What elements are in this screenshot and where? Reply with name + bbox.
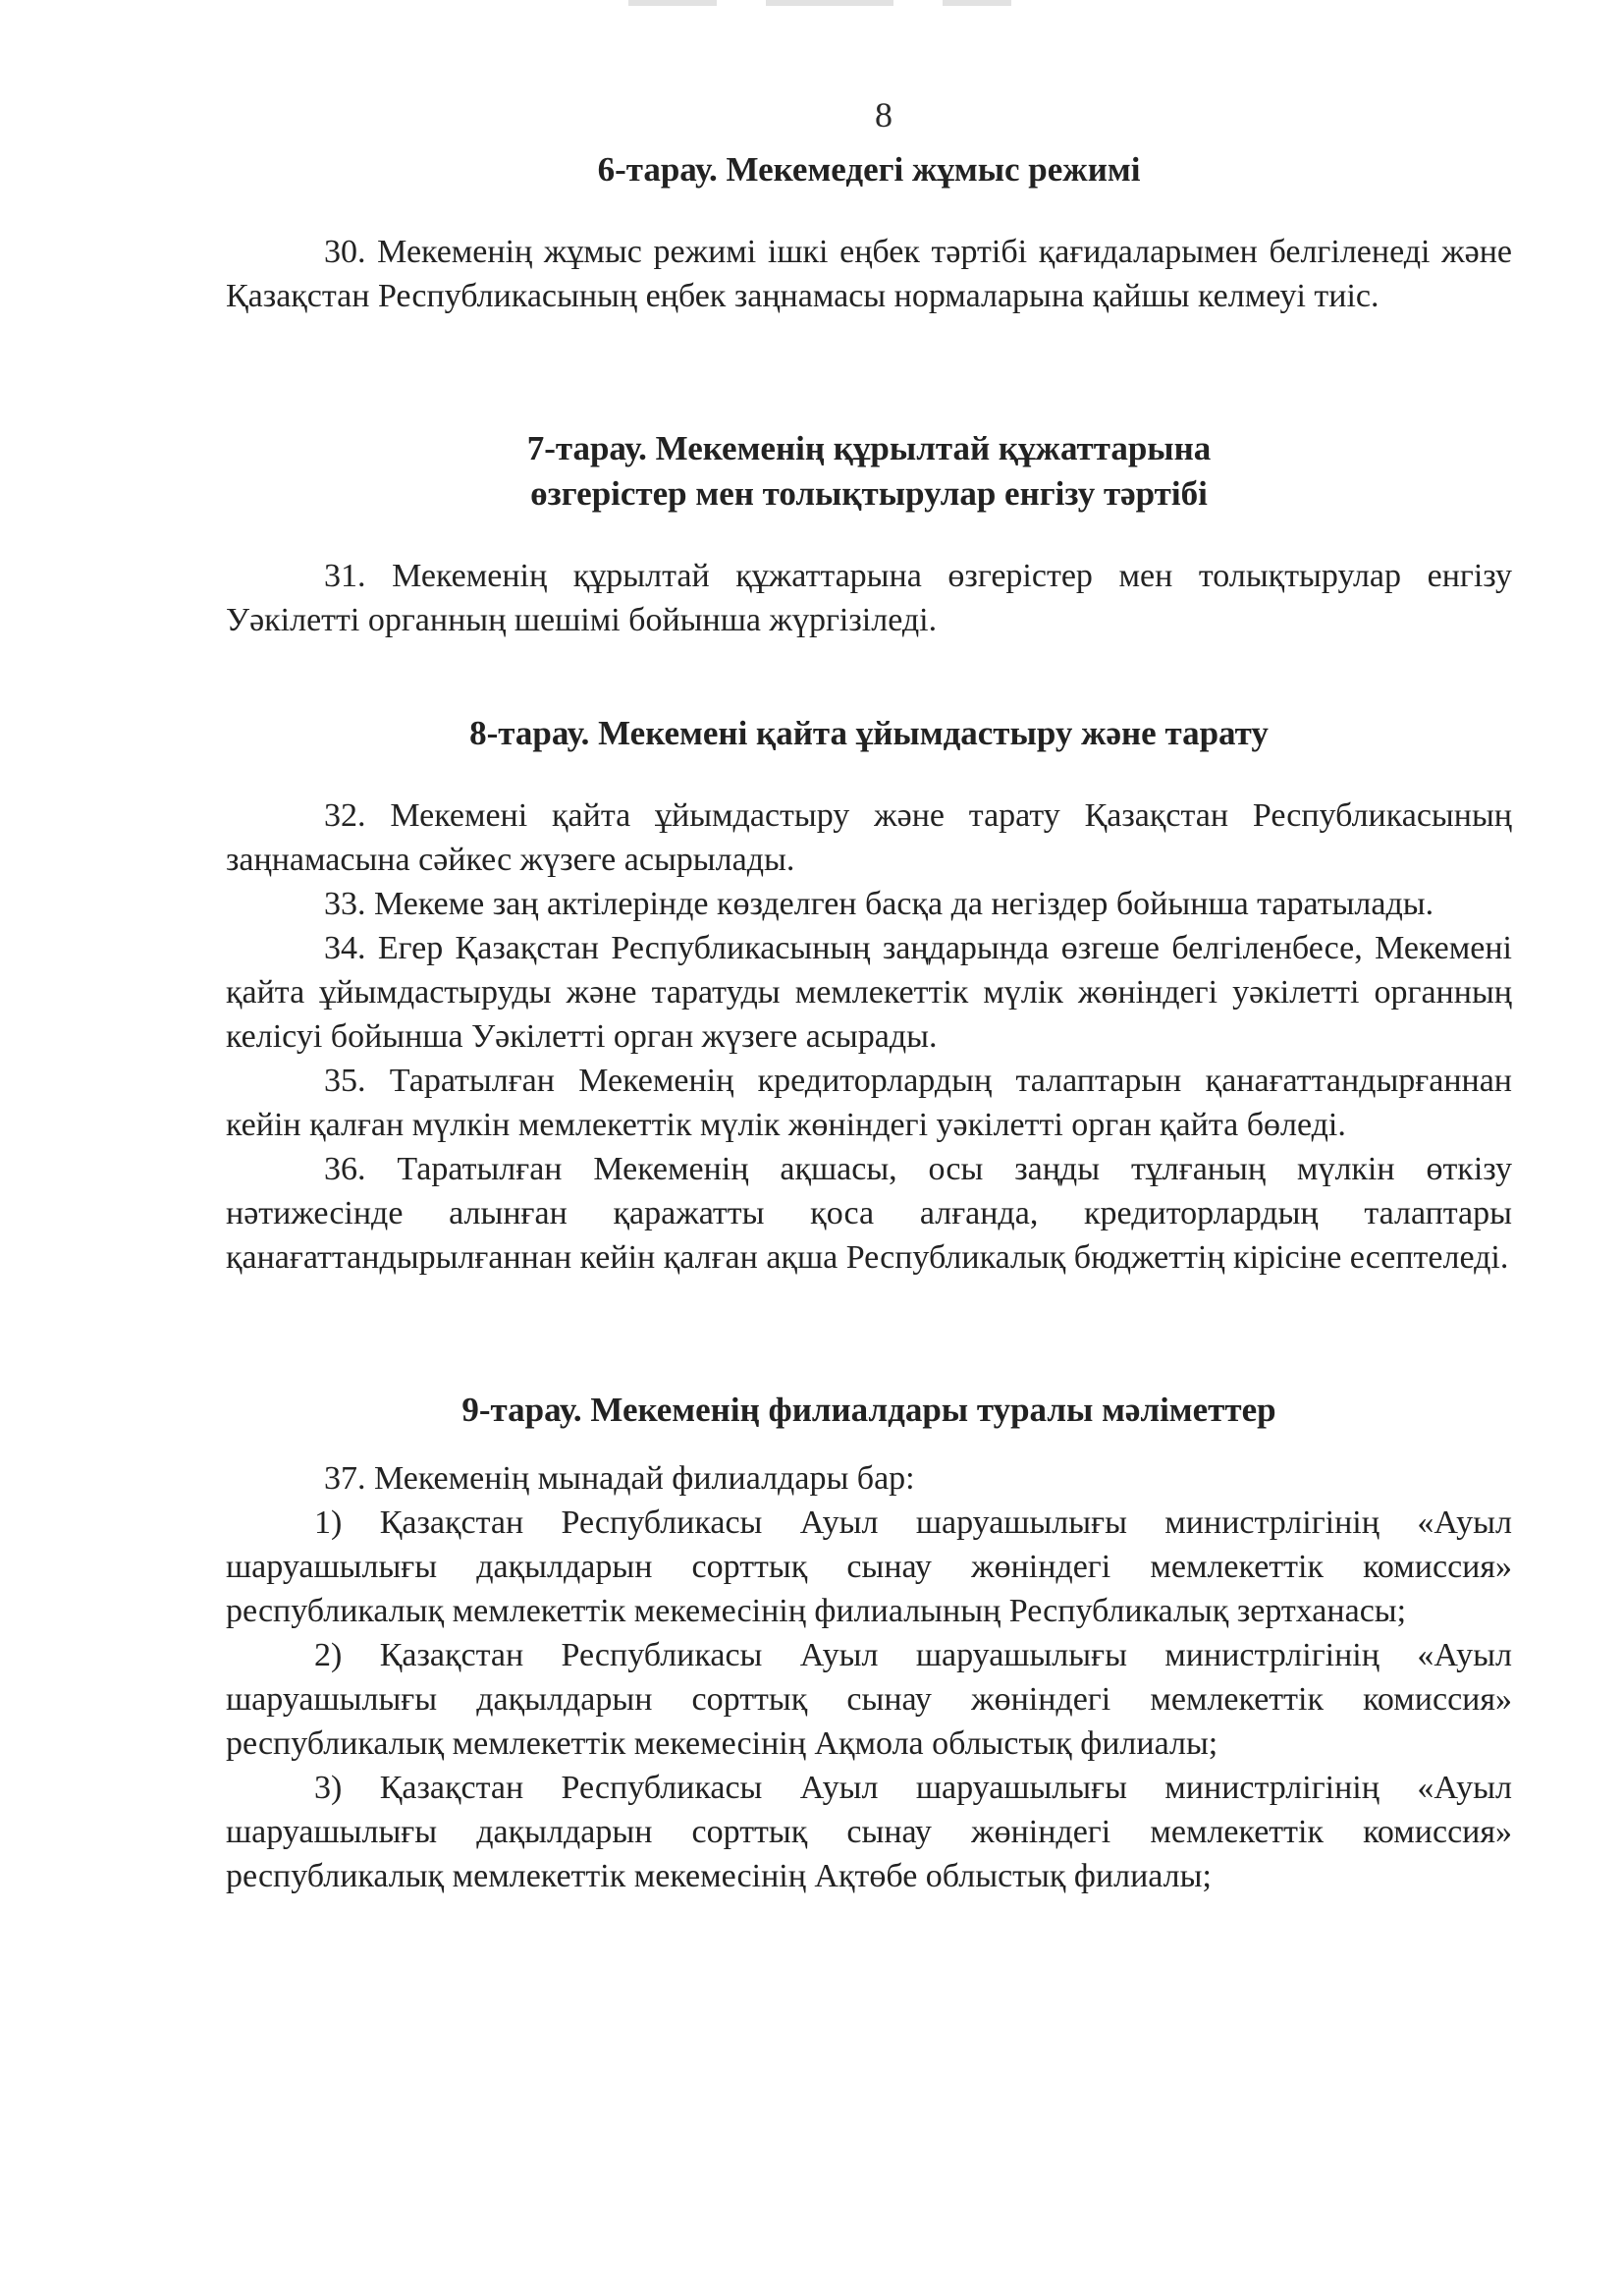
chapter-7-title-line-1: 7-тарау. Мекеменің құрылтай құжаттарына <box>526 429 1212 467</box>
scan-artifact <box>628 0 717 6</box>
chapter-9-title: 9-тарау. Мекеменің филиалдары туралы мәліметтер <box>461 1391 1276 1429</box>
list-item: 1) Қазақстан Республикасы Ауыл шаруашылығы министрлігінің «Ауыл шаруашылығы дақылдарын сорттық сынау жөніндегі мемлекеттік комиссия» республикалық мемлекеттік мекемесінің филиалының Республикалық зертханасы; <box>226 1504 1512 1629</box>
scan-artifact <box>766 0 893 6</box>
list-item: 3) Қазақстан Республикасы Ауыл шаруашылығы министрлігінің «Ауыл шаруашылығы дақылдарын сорттық сынау жөніндегі мемлекеттік комиссия» республикалық мемлекеттік мекемесінің Ақтөбе облыстық филиалы; <box>226 1770 1512 1894</box>
chapter-7-title-line-2: өзгерістер мен толықтырулар енгізу тәртібі <box>530 474 1208 513</box>
paragraph-36: 36. Таратылған Мекеменің ақшасы, осы заңды тұлғаның мүлкін өткізу нәтижесінде алынған қаражатты қоса алғанда, кредиторлардың талаптары қанағаттандырылғаннан кейін қалған ақша Республикалық бюджеттің кірісіне есептеледі. <box>226 1151 1512 1276</box>
paragraph-32: 32. Мекемені қайта ұйымдастыру және тарату Қазақстан Республикасының заңнамасына сәйкес жүзеге асырылады. <box>226 797 1512 878</box>
scan-artifact <box>943 0 1011 6</box>
paragraph-31: 31. Мекеменің құрылтай құжаттарына өзгерістер мен толықтырулар енгізу Уәкілетті органның шешімі бойынша жүргізіледі. <box>226 558 1512 638</box>
document-body <box>226 147 1512 1898</box>
chapter-7-title <box>226 426 1512 517</box>
chapter-6-title: 6-тарау. Мекемедегі жұмыс режимі <box>597 150 1141 189</box>
paragraph-37: 37. Мекеменің мынадай филиалдары бар: <box>324 1460 915 1497</box>
paragraph-35: 35. Таратылған Мекеменің кредиторлардың талаптарын қанағаттандырғаннан кейін қалған мүлкін мемлекеттік мүлік жөніндегі уәкілетті орган қайта бөледі. <box>226 1063 1512 1143</box>
page-number: 8 <box>875 95 893 135</box>
paragraph-30: 30. Мекеменің жұмыс режимі ішкі еңбек тәртібі қағидаларымен белгіленеді және Қазақстан Республикасының еңбек заңнамасы нормаларына қайшы келмеуі тиіс. <box>226 234 1512 314</box>
chapter-8-title: 8-тарау. Мекемені қайта ұйымдастыру және тарату <box>469 714 1269 752</box>
paragraph-33: 33. Мекеме заң актілерінде көзделген басқа да негіздер бойынша таратылады. <box>324 886 1434 922</box>
list-item: 2) Қазақстан Республикасы Ауыл шаруашылығы министрлігінің «Ауыл шаруашылығы дақылдарын сорттық сынау жөніндегі мемлекеттік комиссия» республикалық мемлекеттік мекемесінің Ақмола облыстық филиалы; <box>226 1637 1512 1762</box>
paragraph-34: 34. Егер Қазақстан Республикасының заңдарында өзгеше белгіленбесе, Мекемені қайта ұйымдастыруды және таратуды мемлекеттік мүлік жөніндегі уәкілетті органның келісуі бойынша Уәкілетті орган жүзеге асырады. <box>226 930 1512 1055</box>
